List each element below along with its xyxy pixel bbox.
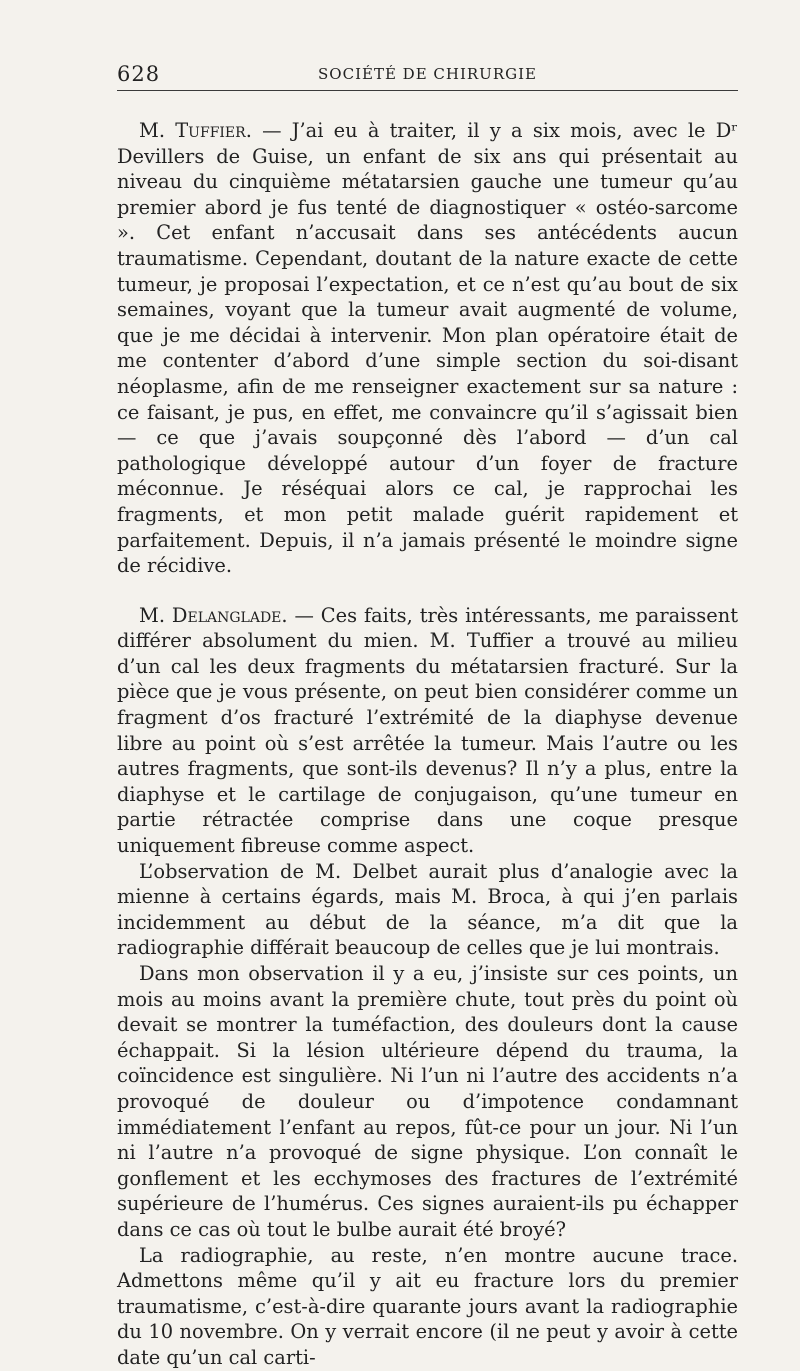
paragraph: L’observation de M. Delbet aurait plus d’analogie avec la mienne à certains égards, mais M. Broca, à qui j’en parlais incidemment au début de la séance, m’a dit que la radiographie différait beaucoup de celles que je lui montrais. [117, 859, 738, 960]
page-number: 628 [117, 62, 161, 86]
paragraph-text: — J’ai eu à traiter, il y a six mois, avec le Dʳ Devillers de Guise, un enfant de six ans qui présentait au niveau du cinquième métatarsien gauche une tumeur qu’au premier abord je fus tenté de diagnostiquer « ostéo-sarcome ». Cet enfant n’accusait dans ses antécédents aucun traumatisme. Cependant, doutant de la nature exacte de cette tumeur, je proposai l’expectation, et ce n’est qu’au bout de six semaines, voyant que la tumeur avait augmenté de volume, que je me décidai à intervenir. Mon plan opératoire était de me contenter d’abord d’une simple section du soi-disant néoplasme, afin de me renseigner exactement sur sa nature : ce faisant, je pus, en effet, me convaincre qu’il s’agissait bien — ce que j’avais soupçonné dès l’abord — d’un cal pathologique développé autour d’un foyer de fracture méconnue. Je réséquai alors ce cal, je rapprochai les fragments, et mon petit malade guérit rapidement et parfaitement. Depuis, il n’a jamais présenté le moindre signe de récidive. [117, 119, 738, 578]
speaker-name: M. Delanglade. [139, 603, 288, 627]
paragraph-delanglade [117, 603, 738, 859]
paragraph-tuffier [117, 118, 738, 579]
speaker-name: M. Tuffier. [139, 119, 252, 142]
paragraph: Dans mon observation il y a eu, j’insiste sur ces points, un mois au moins avant la première chute, tout près du point où devait se montrer la tuméfaction, des douleurs dont la cause échappait. Si la lésion ultérieure dépend du trauma, la coïncidence est singulière. Ni l’un ni l’autre des accidents n’a provoqué de douleur ou d’impotence condamnant immédiatement l’enfant au repos, fût-ce pour un jour. Ni l’un ni l’autre n’a provoqué de signe physique. L’on connaît le gonflement et les ecchymoses des fractures de l’extrémité supérieure de l’humérus. Ces signes auraient-ils pu échapper dans ce cas où tout le bulbe aurait été broyé? [117, 962, 738, 1241]
body-text [117, 118, 738, 1371]
paragraph-text: — Ces faits, très intéressants, me paraissent différer absolument du mien. M. Tuffier a trouvé au milieu d’un cal les deux fragments du métatarsien fracturé. Sur la pièce que je vous présente, on peut bien considérer comme un fragment d’os fracturé l’extrémité de la diaphyse devenue libre au point où s’est arrêtée la tumeur. Mais l’autre ou les autres fragments, que sont-ils devenus? Il n’y a plus, entre la diaphyse et le cartilage de conjugaison, qu’une tumeur en partie rétractée comprise dans une coque presque uniquement fibreuse comme aspect. [117, 603, 739, 858]
page-header [117, 56, 738, 91]
running-title: SOCIÉTÉ DE CHIRURGIE [318, 65, 537, 83]
paragraph: La radiographie, au reste, n’en montre aucune trace. Admettons même qu’il y ait eu fracture lors du premier traumatisme, c’est-à-dire quarante jours avant la radiographie du 10 novembre. On y verrait encore (il ne peut y avoir à cette date qu’un cal carti- [117, 1243, 738, 1369]
